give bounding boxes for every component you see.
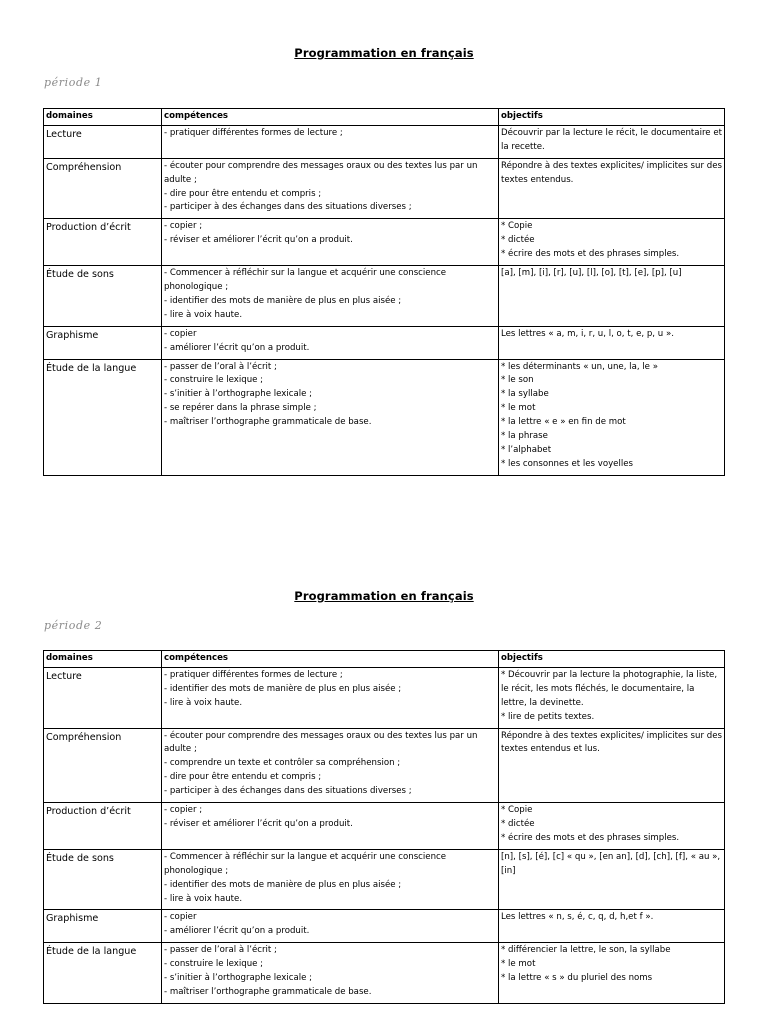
domaine-cell: Production d’écrit bbox=[44, 803, 162, 850]
competences-cell bbox=[162, 728, 499, 803]
objectifs-cell bbox=[499, 803, 725, 850]
objectif-item: Les lettres « a, m, i, r, u, l, o, t, e, p, u ». bbox=[501, 328, 674, 339]
competences-cell bbox=[162, 158, 499, 219]
objectifs-cell bbox=[499, 326, 725, 359]
competence-item: - passer de l’oral à l’écrit ; bbox=[164, 945, 277, 956]
competence-item: - pratiquer différentes formes de lecture ; bbox=[164, 669, 343, 680]
domaine-cell: Étude de sons bbox=[44, 266, 162, 327]
objectifs-cell bbox=[499, 158, 725, 219]
competence-item: - maîtriser l’orthographe grammaticale de base. bbox=[164, 986, 372, 997]
competence-item: - améliorer l’écrit qu’on a produit. bbox=[164, 342, 310, 353]
objectif-item: Répondre à des textes explicites/ implicites sur des textes entendus et lus. bbox=[501, 730, 722, 755]
domaine-cell: Compréhension bbox=[44, 728, 162, 803]
objectif-item: * Découvrir par la lecture la photographie, la liste, le récit, les mots fléchés, le documentaire, la lettre, la devinette. bbox=[501, 669, 718, 708]
competences-cell bbox=[162, 667, 499, 728]
table-row bbox=[44, 910, 725, 943]
column-header: objectifs bbox=[499, 651, 725, 668]
table-row bbox=[44, 266, 725, 327]
competences-cell bbox=[162, 849, 499, 910]
competence-item: - écouter pour comprendre des messages oraux ou des textes lus par un adulte ; bbox=[164, 730, 478, 755]
table-row bbox=[44, 219, 725, 266]
competence-item: - construire le lexique ; bbox=[164, 375, 264, 386]
objectif-item: * l’alphabet bbox=[501, 444, 552, 455]
objectif-item: * la lettre « e » en fin de mot bbox=[501, 417, 626, 428]
competence-item: - identifier des mots de manière de plus en plus aisée ; bbox=[164, 683, 402, 694]
table-row bbox=[44, 326, 725, 359]
competence-item: - Commencer à réfléchir sur la langue et acquérir une conscience phonologique ; bbox=[164, 268, 447, 292]
objectif-item: [a], [m], [i], [r], [u], [l], [o], [t], [e], [p], [u] bbox=[501, 268, 682, 279]
competence-item: - dire pour être entendu et compris ; bbox=[164, 772, 322, 783]
table-header-row bbox=[44, 109, 725, 126]
column-header: domaines bbox=[44, 651, 162, 668]
objectifs-cell bbox=[499, 728, 725, 803]
objectifs-cell bbox=[499, 849, 725, 910]
objectif-item: * dictée bbox=[501, 235, 535, 246]
competence-item: - copier ; bbox=[164, 805, 203, 816]
competences-cell bbox=[162, 359, 499, 475]
competences-cell bbox=[162, 266, 499, 327]
domaine-cell: Lecture bbox=[44, 125, 162, 158]
objectif-item: [n], [s], [é], [c] « qu », [en an], [d], [ch], [f], « au », [in] bbox=[501, 851, 721, 876]
competence-item: - copier ; bbox=[164, 221, 203, 232]
competence-item: - copier bbox=[164, 328, 197, 339]
domaine-cell: Étude de sons bbox=[44, 849, 162, 910]
competence-item: - construire le lexique ; bbox=[164, 959, 264, 970]
objectif-item: * écrire des mots et des phrases simples. bbox=[501, 249, 680, 260]
competence-item: - dire pour être entendu et compris ; bbox=[164, 188, 322, 199]
competences-cell bbox=[162, 125, 499, 158]
domaine-cell: Production d’écrit bbox=[44, 219, 162, 266]
competence-item: - passer de l’oral à l’écrit ; bbox=[164, 361, 277, 372]
table-row bbox=[44, 125, 725, 158]
competence-item: - lire à voix haute. bbox=[164, 893, 243, 904]
domaine-cell: Lecture bbox=[44, 667, 162, 728]
table-row bbox=[44, 803, 725, 850]
objectif-item: * le mot bbox=[501, 403, 536, 414]
competence-item: - participer à des échanges dans des situations diverses ; bbox=[164, 202, 412, 213]
competence-item: - copier bbox=[164, 912, 197, 923]
periode-label: période 1 bbox=[44, 76, 103, 89]
competences-cell bbox=[162, 910, 499, 943]
domaine-cell: Étude de la langue bbox=[44, 943, 162, 1004]
competence-item: - lire à voix haute. bbox=[164, 309, 243, 320]
objectifs-cell bbox=[499, 219, 725, 266]
objectif-item: * la syllabe bbox=[501, 389, 549, 400]
competence-item: - réviser et améliorer l’écrit qu’on a produit. bbox=[164, 235, 353, 246]
competence-item: - pratiquer différentes formes de lecture ; bbox=[164, 127, 343, 138]
page-title: Programmation en français bbox=[294, 589, 474, 603]
periode-label: période 2 bbox=[44, 619, 103, 632]
competences-cell bbox=[162, 326, 499, 359]
column-header: compétences bbox=[162, 651, 499, 668]
table-row bbox=[44, 359, 725, 475]
competence-item: - s’initier à l’orthographe lexicale ; bbox=[164, 973, 313, 984]
programme-table bbox=[43, 650, 725, 1004]
objectif-item: * lire de petits textes. bbox=[501, 711, 595, 722]
competence-item: - maîtriser l’orthographe grammaticale de base. bbox=[164, 417, 372, 428]
objectif-item: * différencier la lettre, le son, la syllabe bbox=[501, 945, 671, 956]
column-header: objectifs bbox=[499, 109, 725, 126]
objectif-item: * dictée bbox=[501, 818, 535, 829]
objectifs-cell bbox=[499, 359, 725, 475]
objectif-item: * la lettre « s » du pluriel des noms bbox=[501, 973, 653, 984]
competence-item: - comprendre un texte et contrôler sa compréhension ; bbox=[164, 758, 401, 769]
domaine-cell: Graphisme bbox=[44, 910, 162, 943]
competence-item: - améliorer l’écrit qu’on a produit. bbox=[164, 926, 310, 937]
objectifs-cell bbox=[499, 910, 725, 943]
objectif-item: * la phrase bbox=[501, 431, 548, 442]
page-title: Programmation en français bbox=[294, 46, 474, 60]
competence-item: - écouter pour comprendre des messages oraux ou des textes lus par un adulte ; bbox=[164, 160, 478, 185]
objectifs-cell bbox=[499, 943, 725, 1004]
table-row bbox=[44, 849, 725, 910]
competences-cell bbox=[162, 219, 499, 266]
competences-cell bbox=[162, 943, 499, 1004]
table-header-row bbox=[44, 651, 725, 668]
programme-table bbox=[43, 108, 725, 476]
objectif-item: * Copie bbox=[501, 221, 533, 232]
competence-item: - identifier des mots de manière de plus en plus aisée ; bbox=[164, 879, 402, 890]
column-header: domaines bbox=[44, 109, 162, 126]
objectif-item: Répondre à des textes explicites/ implicites sur des textes entendus. bbox=[501, 160, 722, 185]
table-row bbox=[44, 667, 725, 728]
objectif-item: * les consonnes et les voyelles bbox=[501, 458, 633, 469]
objectif-item: * Copie bbox=[501, 805, 533, 816]
column-header: compétences bbox=[162, 109, 499, 126]
competence-item: - lire à voix haute. bbox=[164, 697, 243, 708]
objectif-item: Les lettres « n, s, é, c, q, d, h,et f ». bbox=[501, 912, 654, 923]
competence-item: - participer à des échanges dans des situations diverses ; bbox=[164, 786, 412, 797]
competence-item: - s’initier à l’orthographe lexicale ; bbox=[164, 389, 313, 400]
objectifs-cell bbox=[499, 667, 725, 728]
objectif-item: * les déterminants « un, une, la, le » bbox=[501, 361, 658, 372]
table-row bbox=[44, 728, 725, 803]
table-row bbox=[44, 943, 725, 1004]
objectifs-cell bbox=[499, 266, 725, 327]
competence-item: - Commencer à réfléchir sur la langue et acquérir une conscience phonologique ; bbox=[164, 851, 447, 876]
competence-item: - réviser et améliorer l’écrit qu’on a produit. bbox=[164, 818, 353, 829]
domaine-cell: Graphisme bbox=[44, 326, 162, 359]
competence-item: - identifier des mots de manière de plus en plus aisée ; bbox=[164, 295, 402, 306]
objectifs-cell bbox=[499, 125, 725, 158]
objectif-item: Découvrir par la lecture le récit, le documentaire et la recette. bbox=[501, 127, 722, 152]
objectif-item: * le son bbox=[501, 375, 534, 386]
domaine-cell: Compréhension bbox=[44, 158, 162, 219]
table-row bbox=[44, 158, 725, 219]
objectif-item: * écrire des mots et des phrases simples. bbox=[501, 832, 680, 843]
competences-cell bbox=[162, 803, 499, 850]
domaine-cell: Étude de la langue bbox=[44, 359, 162, 475]
objectif-item: * le mot bbox=[501, 959, 536, 970]
competence-item: - se repérer dans la phrase simple ; bbox=[164, 403, 317, 414]
